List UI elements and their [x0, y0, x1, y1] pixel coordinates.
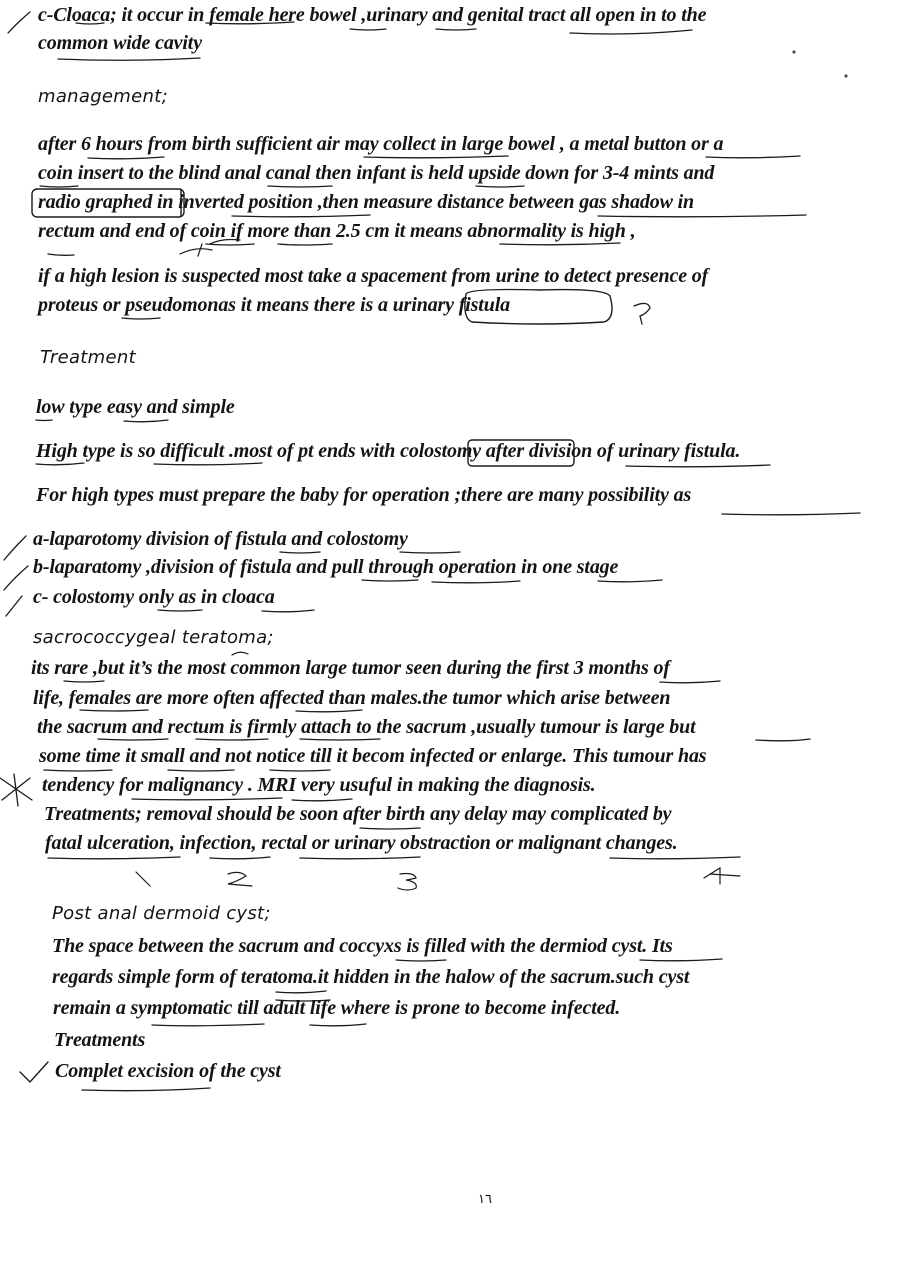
text-line-cloaca: c-Cloaca; it occur in female here bowel ,urinary and genital tract all open in to the: [38, 4, 707, 26]
paper-speck: [793, 51, 795, 53]
text-line-teratoma-6: Treatments; removal should be soon after birth any delay may complicated by: [44, 803, 672, 825]
text-line-common-cavity: common wide cavity: [38, 32, 202, 54]
underline-mark: [364, 156, 508, 158]
text-line-high-type: High type is so difficult .most of pt ends with colostomy after division of urinary fistula.: [36, 440, 741, 462]
numeral-mark-3: [398, 874, 416, 891]
underline-mark: [76, 23, 104, 24]
text-line-dermoid-3: remain a symptomatic till adult life where is prone to become infected.: [53, 997, 621, 1019]
underline-mark: [276, 991, 326, 993]
text-line-low-type: low type easy and simple: [36, 396, 235, 418]
underline-mark: [44, 770, 112, 771]
text-line-management-3: radio graphed in inverted position ,then measure distance between gas shadow in: [38, 191, 694, 213]
text-line-dermoid-excision: Complet excision of the cyst: [55, 1060, 281, 1082]
underline-mark: [98, 739, 168, 740]
page-number: ١٦: [478, 1192, 492, 1207]
text-line-dermoid-treatments: Treatments: [54, 1029, 146, 1051]
underline-mark: [210, 857, 270, 859]
underline-mark: [64, 681, 104, 682]
arrow-mark: [210, 240, 240, 245]
underline-mark: [206, 22, 294, 24]
underline-mark: [276, 1000, 330, 1001]
text-line-option-b: b-laparatomy ,division of fistula and pull through operation in one stage: [33, 556, 619, 578]
underline-mark: [706, 156, 800, 158]
underline-mark: [300, 739, 380, 740]
underline-mark: [36, 420, 52, 421]
underline-mark: [610, 857, 740, 859]
underline-mark: [232, 652, 248, 655]
text-line-teratoma-1: its rare ,but it’s the most common large tumor seen during the first 3 months of: [31, 657, 670, 679]
underline-mark: [82, 1088, 210, 1091]
underline-mark: [278, 244, 332, 245]
underline-mark: [88, 157, 164, 159]
underline-mark: [598, 215, 806, 217]
heading-treatment: Treatment: [40, 347, 136, 368]
text-line-dermoid-1: The space between the sacrum and coccyxs is filled with the dermiod cyst. Its: [52, 935, 673, 957]
heading-management: management;: [38, 86, 168, 107]
margin-tick-mark: [4, 536, 26, 560]
box-mark-urinary-fistula: [465, 290, 612, 325]
underline-mark: [48, 254, 74, 255]
text-line-management-4: rectum and end of coin if more than 2.5 cm it means abnormality is high ,: [38, 220, 636, 242]
margin-tick-mark: [6, 596, 22, 616]
text-line-dermoid-2: regards simple form of teratoma.it hidden in the halow of the sacrum.such cyst: [52, 966, 690, 988]
underline-mark: [400, 552, 460, 553]
underline-mark: [132, 798, 282, 800]
text-line-high-lesion-2: proteus or pseudomonas it means there is a urinary fistula: [38, 294, 510, 316]
text-line-teratoma-2: life, females are more often affected than males.the tumor which arise between: [33, 687, 671, 709]
underline-mark: [268, 186, 332, 187]
underline-mark: [122, 318, 160, 319]
underline-mark: [432, 581, 520, 583]
underline-mark: [232, 215, 370, 217]
numeral-mark-2: [228, 872, 252, 886]
underline-mark: [396, 960, 446, 961]
text-line-option-a: a-laparotomy division of fistula and colostomy: [33, 528, 408, 550]
margin-tick-mark: [136, 872, 150, 886]
margin-tick-mark: [8, 12, 30, 33]
text-line-teratoma-3: the sacrum and rectum is firmly attach to the sacrum ,usually tumour is large but: [37, 716, 696, 738]
margin-check-mark: [20, 1062, 48, 1082]
underline-mark: [436, 29, 476, 30]
text-line-teratoma-4: some time it small and not notice till it becom infected or enlarge. This tumour has: [39, 745, 707, 767]
underline-mark: [158, 610, 202, 611]
underline-mark: [262, 610, 314, 612]
text-line-high-types-prepare: For high types must prepare the baby for operation ;there are many possibility as: [36, 484, 692, 506]
underline-mark: [168, 770, 234, 771]
text-line-teratoma-5: tendency for malignancy . MRI very usuful in making the diagnosis.: [42, 774, 596, 796]
underline-mark: [360, 828, 420, 829]
underline-mark: [640, 959, 722, 961]
underline-mark: [310, 1024, 366, 1026]
underline-mark: [270, 770, 330, 771]
underline-mark: [598, 580, 662, 582]
underline-mark: [476, 186, 524, 187]
margin-tick-mark: [4, 566, 28, 590]
box-mark-radio-graphed: [32, 189, 184, 217]
text-line-management-1: after 6 hours from birth sufficient air may collect in large bowel , a metal button or a: [38, 133, 724, 155]
heading-post-anal-dermoid-cyst: Post anal dermoid cyst;: [52, 903, 271, 924]
text-line-teratoma-7: fatal ulceration, infection, rectal or urinary obstraction or malignant changes.: [45, 832, 678, 854]
underline-mark: [40, 186, 78, 187]
underline-mark: [570, 30, 692, 34]
underline-mark: [296, 710, 362, 712]
text-line-high-lesion-1: if a high lesion is suspected most take a spacement from urine to detect presence of: [38, 265, 709, 287]
underline-mark: [124, 420, 168, 422]
arrow-mark: [180, 244, 212, 256]
underline-mark: [292, 799, 352, 801]
underline-mark: [196, 739, 268, 740]
underline-mark: [660, 681, 720, 683]
underline-mark: [206, 244, 254, 245]
underline-mark: [280, 552, 320, 553]
underline-mark: [36, 463, 84, 465]
underline-mark: [154, 463, 262, 465]
underline-mark: [500, 243, 620, 245]
question-mark: [634, 303, 650, 324]
paper-speck: [845, 75, 847, 77]
underline-mark: [362, 580, 418, 581]
underline-mark: [722, 513, 860, 515]
underline-mark: [300, 857, 420, 859]
margin-star-mark: [0, 774, 32, 806]
underline-mark: [350, 29, 386, 30]
heading-sacrococcygeal-teratoma: sacrococcygeal teratoma;: [33, 627, 274, 648]
underline-mark: [58, 58, 200, 60]
underline-mark: [80, 710, 148, 711]
text-line-management-2: coin insert to the blind anal canal then infant is held upside down for 3-4 mints and: [38, 162, 715, 184]
numeral-mark-4: [704, 868, 740, 884]
underline-mark: [152, 1024, 264, 1026]
text-line-option-c: c- colostomy only as in cloaca: [33, 586, 275, 608]
underline-mark: [626, 465, 770, 467]
box-mark-colostomy: [468, 440, 574, 466]
underline-mark: [48, 857, 180, 859]
underline-mark: [756, 739, 810, 741]
